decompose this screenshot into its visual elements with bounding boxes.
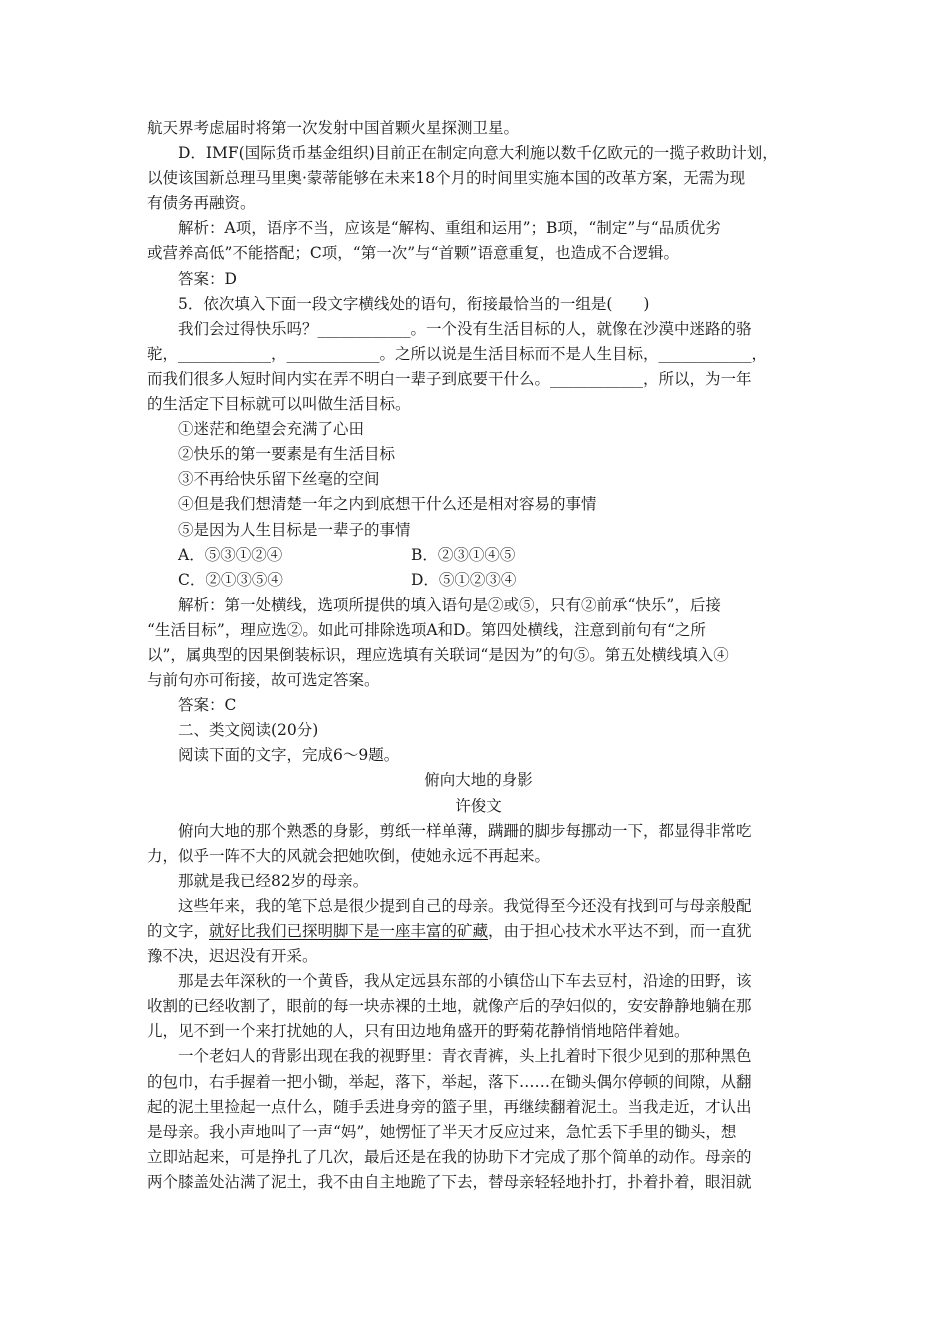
sentence-item: ④但是我们想清楚一年之内到底想干什么还是相对容易的事情: [178, 495, 597, 514]
article-title: 俯向大地的身影: [424, 771, 533, 790]
option-a: A．⑤③①②④: [178, 545, 283, 564]
article-line: 儿，见不到一个来打扰她的人，只有田边地角盛开的野菊花静悄悄地陪伴着她。: [147, 1022, 690, 1041]
text-line: 以使该国新总理马里奥·蒙蒂能够在未来18个月的时间里实施本国的改革方案，无需为现: [147, 169, 746, 188]
article-line: 的包巾，右手握着一把小锄，举起，落下，举起，落下……在锄头偶尔停顿的间隙，从翻: [147, 1072, 752, 1091]
analysis-line: 或营养高低”不能搭配；C项，“第一次”与“首颗”语意重复，也造成不合逻辑。: [147, 244, 679, 263]
options-row: [147, 568, 810, 593]
text-line: 而我们很多人短时间内实在弄不明白一辈子到底要干什么。____________，所以，为一年: [147, 369, 752, 388]
analysis-line: 以”，属典型的因果倒装标识，理应选填有关联词“是因为”的句⑤。第五处横线填入④: [147, 645, 729, 664]
options-row: [147, 543, 810, 568]
sentence-item: ②快乐的第一要素是有生活目标: [178, 445, 396, 464]
analysis-line: 解析：A项，语序不当，应该是“解构、重组和运用”；B项，“制定”与“品质优劣: [178, 219, 721, 238]
text-line: 的生活定下目标就可以叫做生活目标。: [147, 395, 411, 414]
article-line-underlined: [147, 919, 810, 944]
article-line: 力，似乎一阵不大的风就会把她吹倒，使她永远不再起来。: [147, 846, 551, 865]
instruction-line: 阅读下面的文字，完成6～9题。: [178, 746, 400, 765]
text-line: D．IMF(国际货币基金组织)目前正在制定向意大利施以数千亿欧元的一揽子救助计划，: [178, 144, 778, 163]
article-line: 那就是我已经82岁的母亲。: [178, 871, 369, 890]
underlined-sentence: 就好比我们已探明脚下是一座丰富的矿藏: [209, 922, 489, 940]
document-page: [147, 116, 810, 1195]
text-segment: 的文字，: [147, 922, 210, 940]
article-line: 是母亲。我小声地叫了一声“妈”，她愣怔了半天才反应过来，急忙丢下手里的锄头，想: [147, 1122, 737, 1141]
text-segment: ，由于担心技术水平达不到，而一直犹: [488, 922, 752, 940]
option-c: C．②①③⑤④: [178, 570, 283, 589]
article-line: 俯向大地的那个熟悉的身影，剪纸一样单薄，蹒跚的脚步每挪动一下，都显得非常吃: [178, 821, 752, 840]
sentence-item: ⑤是因为人生目标是一辈子的事情: [178, 520, 411, 539]
analysis-line: “生活目标”，理应选②。如此可排除选项A和D。第四处横线，注意到前句有“之所: [147, 620, 706, 639]
article-line: 两个膝盖处沾满了泥土，我不由自主地跪了下去，替母亲轻轻地扑打，扑着扑着，眼泪就: [147, 1172, 752, 1191]
article-line: 那是去年深秋的一个黄昏，我从定远县东部的小镇岱山下车去豆村，沿途的田野，该: [178, 972, 752, 991]
answer-line: 答案：C: [178, 696, 237, 715]
text-line: 驼，____________，____________。之所以说是生活目标而不是人生目标，____________，: [147, 344, 768, 363]
answer-line: 答案：D: [178, 269, 237, 288]
analysis-line: 解析：第一处横线，选项所提供的填入语句是②或⑤，只有②前承“快乐”，后接: [178, 595, 721, 614]
question-stem: 5．依次填入下面一段文字横线处的语句，衔接最恰当的一组是( ): [178, 294, 650, 313]
text-line: 我们会过得快乐吗？____________。一个没有生活目标的人，就像在沙漠中迷路的骆: [178, 319, 752, 338]
text-line: 航天界考虑届时将第一次发射中国首颗火星探测卫星。: [147, 119, 520, 137]
section-heading: 二、类文阅读(20分): [178, 721, 319, 740]
text-line: 有债务再融资。: [147, 194, 256, 213]
option-b: B．②③①④⑤: [411, 545, 516, 564]
article-line: 一个老妇人的背影出现在我的视野里：青衣青裤，头上扎着时下很少见到的那种黑色: [178, 1047, 752, 1066]
article-line: 起的泥土里捡起一点什么，随手丢进身旁的篮子里，再继续翻着泥土。当我走近，才认出: [147, 1097, 752, 1116]
sentence-item: ①迷茫和绝望会充满了心田: [178, 420, 365, 439]
option-d: D．⑤①②③④: [411, 570, 517, 589]
article-author: 许俊文: [455, 796, 502, 815]
sentence-item: ③不再给快乐留下丝毫的空间: [178, 470, 380, 489]
analysis-line: 与前句亦可衔接，故可选定答案。: [147, 671, 380, 690]
article-line: 这些年来，我的笔下总是很少提到自己的母亲。我觉得至今还没有找到可与母亲般配: [178, 896, 752, 915]
article-line: 立即站起来，可是挣扎了几次，最后还是在我的协助下才完成了那个简单的动作。母亲的: [147, 1147, 752, 1166]
article-line: 收割的已经收割了，眼前的每一块赤裸的土地，就像产后的孕妇似的，安安静静地躺在那: [147, 997, 752, 1016]
article-line: 豫不决，迟迟没有开采。: [147, 947, 318, 966]
